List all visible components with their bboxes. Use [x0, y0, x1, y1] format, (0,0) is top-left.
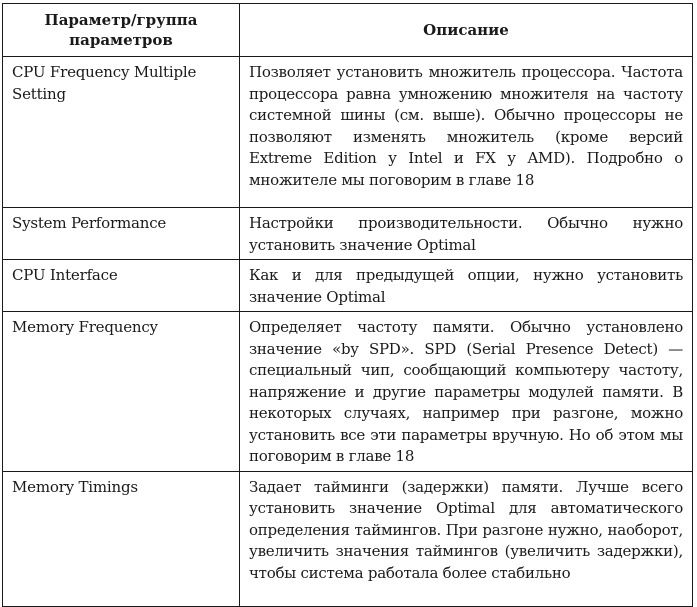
description-cell: Настройки производительности. Обычно нужно установить значение Optimal — [240, 208, 693, 260]
header-row — [3, 4, 693, 57]
description-cell: Как и для предыдущей опции, нужно установить значение Optimal — [240, 260, 693, 312]
parameter-cell: Memory Frequency — [3, 312, 240, 472]
table-row — [3, 260, 693, 312]
parameter-cell: CPU Interface — [3, 260, 240, 312]
description-cell: Определяет частоту памяти. Обычно установлено значение «by SPD». SPD (Serial Presence Detect) — специальный чип, сообщающий компьютеру частоту, напряжение и другие параметры модулей памяти. В некоторых случаях, например при разгоне, можно установить все эти параметры вручную. Но об этом мы поговорим в главе 18 — [240, 312, 693, 472]
table-row — [3, 471, 693, 606]
description-cell: Позволяет установить множитель процессора. Частота процессора равна умножению множителя на частоту системной шины (см. выше). Обычно процессоры не позволяют изменять множитель (кроме версий Extreme Edition у Intel и FX у AMD). Подробно о множителе мы поговорим в главе 18 — [240, 57, 693, 208]
bios-parameters-table — [2, 3, 693, 607]
table-header — [3, 4, 693, 57]
table-row — [3, 208, 693, 260]
parameter-cell: Memory Timings — [3, 471, 240, 606]
header-description: Описание — [240, 4, 693, 57]
description-cell: Задает тайминги (задержки) памяти. Лучше всего установить значение Optimal для автоматического определения таймингов. При разгоне нужно, наоборот, увеличить значения таймингов (увеличить задержки), чтобы система работала более стабильно — [240, 471, 693, 606]
table-body — [3, 57, 693, 607]
table-row — [3, 312, 693, 472]
table-row — [3, 57, 693, 208]
parameter-cell: System Performance — [3, 208, 240, 260]
parameter-cell: CPU Frequency Multiple Setting — [3, 57, 240, 208]
header-parameter: Параметр/группа параметров — [3, 4, 240, 57]
